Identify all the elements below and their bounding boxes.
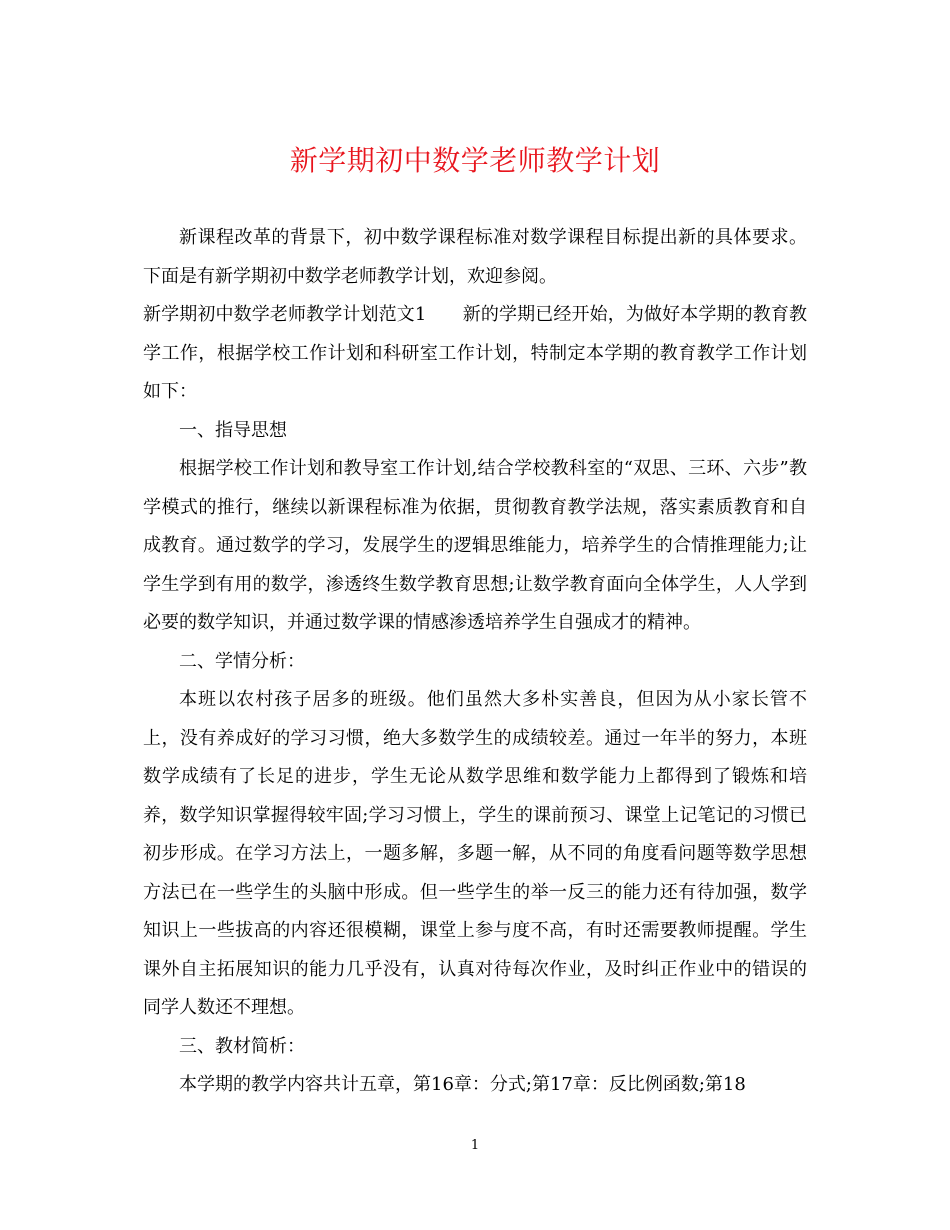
section-heading-guiding-ideology: 一、指导思想 [179, 419, 287, 441]
textbook-analysis-paragraph: 本学期的教学内容共计五章，第16章：分式;第17章：反比例函数;第18 [179, 1074, 746, 1095]
section-heading-student-analysis: 二、学情分析： [179, 650, 305, 672]
guiding-ideology-paragraph: 根据学校工作计划和教导室工作计划,结合学校教科室的“双思、三环、六步”教学模式的推行，继续以新课程标准为依据，贯彻教育教学法规，落实素质教育和自成教育。通过数学的学习，发展学生的逻辑思维能力，培养学生的合情推理能力;让学生学到有用的数学，渗透终生数学教育思想;让数学教育面向全体学生，人人学到必要的数学知识，并通过数学课的情感渗透培养学生自强成才的精神。 [143, 458, 807, 633]
page-number: 1 [470, 1138, 480, 1153]
document-body [143, 219, 807, 1105]
section-heading-textbook-analysis: 三、教材简析： [179, 1035, 305, 1057]
intro-paragraph: 新课程改革的背景下，初中数学课程标准对数学课程目标提出新的具体要求。下面是有新学期初中数学老师教学计划，欢迎参阅。 [143, 227, 807, 287]
document-title: 新学期初中数学老师教学计划 [289, 144, 661, 177]
student-analysis-paragraph: 本班以农村孩子居多的班级。他们虽然大多朴实善良，但因为从小家长管不上，没有养成好的学习习惯，绝大多数学生的成绩较差。通过一年半的努力，本班数学成绩有了长足的进步，学生无论从数学思维和数学能力上都得到了锻炼和培养，数学知识掌握得较牢固;学习习惯上，学生的课前预习、课堂上记笔记的习惯已初步形成。在学习方法上，一题多解，多题一解，从不同的角度看问题等数学思想方法已在一些学生的头脑中形成。但一些学生的举一反三的能力还有待加强，数学知识上一些拔高的内容还很模糊，课堂上参与度不高，有时还需要教师提醒。学生课外自主拓展知识的能力几乎没有，认真对待每次作业，及时纠正作业中的错误的同学人数还不理想。 [143, 689, 807, 1018]
sample-intro-paragraph: 新学期初中数学老师教学计划范文1 新的学期已经开始，为做好本学期的教育教学工作，根据学校工作计划和科研室工作计划，特制定本学期的教育教学工作计划如下： [143, 304, 807, 402]
